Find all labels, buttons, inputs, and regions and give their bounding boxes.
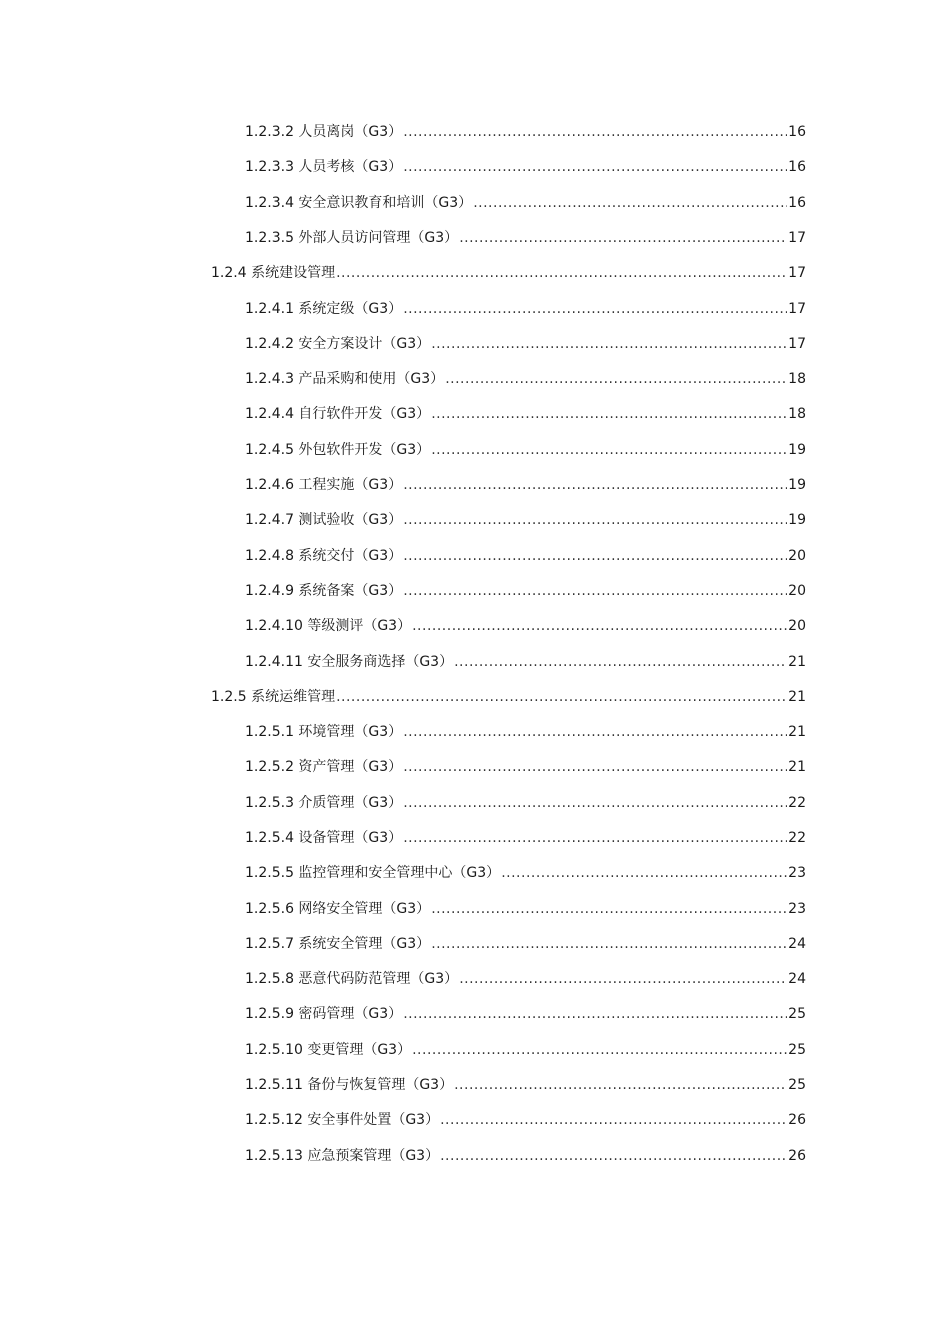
toc-dot-leader: [431, 402, 787, 426]
toc-entry-label: 1.2.4.1 系统定级（G3）: [245, 301, 403, 317]
toc-entry[interactable]: [245, 438, 806, 462]
toc-entry-label: 1.2.3.3 人员考核（G3）: [245, 159, 403, 175]
toc-page-number: 25: [788, 1077, 806, 1093]
toc-dot-leader: [431, 897, 787, 921]
toc-entry[interactable]: [245, 650, 806, 674]
toc-dot-leader: [501, 861, 787, 885]
toc-dot-leader: [431, 932, 787, 956]
toc-dot-leader: [403, 297, 787, 321]
toc-page-number: 18: [788, 371, 806, 387]
toc-dot-leader: [431, 332, 787, 356]
toc-entry[interactable]: [245, 861, 806, 885]
toc-entry[interactable]: [245, 1144, 806, 1168]
toc-dot-leader: [431, 438, 787, 462]
toc-page-number: 20: [788, 583, 806, 599]
toc-entry-label: 1.2.5 系统运维管理: [211, 689, 336, 705]
toc-dot-leader: [454, 650, 787, 674]
toc-dot-leader: [459, 967, 787, 991]
toc-dot-leader: [403, 579, 787, 603]
toc-page-number: 21: [788, 689, 806, 705]
toc-page-number: 17: [788, 336, 806, 352]
toc-entry[interactable]: [245, 1002, 806, 1026]
toc-entry-label: 1.2.5.8 恶意代码防范管理（G3）: [245, 971, 459, 987]
toc-page-number: 26: [788, 1148, 806, 1164]
toc-entry[interactable]: [245, 897, 806, 921]
toc-entry[interactable]: [245, 791, 806, 815]
toc-page-number: 19: [788, 442, 806, 458]
toc-entry[interactable]: [245, 1073, 806, 1097]
toc-page-number: 20: [788, 548, 806, 564]
toc-dot-leader: [473, 191, 787, 215]
toc-entry[interactable]: [245, 402, 806, 426]
toc-page-number: 21: [788, 654, 806, 670]
toc-entry[interactable]: [245, 508, 806, 532]
toc-entry[interactable]: [245, 932, 806, 956]
toc-entry-label: 1.2.4.4 自行软件开发（G3）: [245, 406, 431, 422]
toc-page-number: 22: [788, 830, 806, 846]
toc-dot-leader: [403, 791, 787, 815]
toc-entry-label: 1.2.4.8 系统交付（G3）: [245, 548, 403, 564]
toc-entry-label: 1.2.4.10 等级测评（G3）: [245, 618, 412, 634]
toc-dot-leader: [403, 155, 787, 179]
toc-entry[interactable]: [245, 297, 806, 321]
toc-entry-label: 1.2.4.7 测试验收（G3）: [245, 512, 403, 528]
toc-page-number: 24: [788, 971, 806, 987]
toc-entry[interactable]: [245, 332, 806, 356]
toc-entry[interactable]: [245, 1038, 806, 1062]
toc-page-number: 23: [788, 865, 806, 881]
toc-entry-label: 1.2.4.6 工程实施（G3）: [245, 477, 403, 493]
toc-page-number: 24: [788, 936, 806, 952]
toc-entry-label: 1.2.5.2 资产管理（G3）: [245, 759, 403, 775]
toc-entry[interactable]: [245, 155, 806, 179]
toc-entry[interactable]: [211, 261, 806, 285]
toc-entry-label: 1.2.5.10 变更管理（G3）: [245, 1042, 412, 1058]
toc-page-number: 17: [788, 230, 806, 246]
toc-page-number: 20: [788, 618, 806, 634]
toc-dot-leader: [412, 614, 787, 638]
toc-entry-label: 1.2.5.6 网络安全管理（G3）: [245, 901, 431, 917]
toc-entry[interactable]: [245, 226, 806, 250]
toc-dot-leader: [412, 1038, 787, 1062]
toc-dot-leader: [403, 1002, 787, 1026]
toc-dot-leader: [403, 473, 787, 497]
toc-page-number: 25: [788, 1006, 806, 1022]
toc-entry[interactable]: [245, 473, 806, 497]
toc-dot-leader: [403, 120, 787, 144]
toc-entry-label: 1.2.4.2 安全方案设计（G3）: [245, 336, 431, 352]
toc-dot-leader: [403, 508, 787, 532]
toc-entry[interactable]: [245, 614, 806, 638]
toc-page-number: 26: [788, 1112, 806, 1128]
toc-entry-label: 1.2.5.5 监控管理和安全管理中心（G3）: [245, 865, 501, 881]
toc-page-number: 16: [788, 195, 806, 211]
toc-page-number: 23: [788, 901, 806, 917]
toc-dot-leader: [403, 755, 787, 779]
toc-dot-leader: [403, 826, 787, 850]
toc-entry-label: 1.2.4.9 系统备案（G3）: [245, 583, 403, 599]
toc-entry-label: 1.2.4.3 产品采购和使用（G3）: [245, 371, 445, 387]
toc-page-number: 21: [788, 759, 806, 775]
toc-entry-label: 1.2.4.11 安全服务商选择（G3）: [245, 654, 454, 670]
toc-page-number: 22: [788, 795, 806, 811]
toc-entry-label: 1.2.3.5 外部人员访问管理（G3）: [245, 230, 459, 246]
toc-page-number: 16: [788, 124, 806, 140]
toc-dot-leader: [459, 226, 787, 250]
toc-dot-leader: [403, 720, 787, 744]
toc-entry-label: 1.2.5.1 环境管理（G3）: [245, 724, 403, 740]
toc-entry[interactable]: [211, 685, 806, 709]
toc-dot-leader: [440, 1144, 787, 1168]
toc-entry[interactable]: [245, 720, 806, 744]
toc-entry[interactable]: [245, 1108, 806, 1132]
toc-entry-label: 1.2.3.4 安全意识教育和培训（G3）: [245, 195, 473, 211]
toc-page-number: 17: [788, 265, 806, 281]
toc-dot-leader: [454, 1073, 787, 1097]
toc-entry[interactable]: [245, 544, 806, 568]
toc-entry[interactable]: [245, 367, 806, 391]
toc-dot-leader: [336, 261, 787, 285]
toc-entry-label: 1.2.5.4 设备管理（G3）: [245, 830, 403, 846]
toc-entry-label: 1.2.5.13 应急预案管理（G3）: [245, 1148, 440, 1164]
toc-entry[interactable]: [245, 120, 806, 144]
toc-page-number: 17: [788, 301, 806, 317]
toc-entry-label: 1.2.5.12 安全事件处置（G3）: [245, 1112, 440, 1128]
toc-entry-label: 1.2.5.11 备份与恢复管理（G3）: [245, 1077, 454, 1093]
toc-page-number: 19: [788, 477, 806, 493]
toc-entry[interactable]: [245, 967, 806, 991]
toc-entry-label: 1.2.4 系统建设管理: [211, 265, 336, 281]
toc-page-number: 19: [788, 512, 806, 528]
toc-dot-leader: [445, 367, 787, 391]
toc-entry-label: 1.2.3.2 人员离岗（G3）: [245, 124, 403, 140]
toc-entry-label: 1.2.5.9 密码管理（G3）: [245, 1006, 403, 1022]
toc-entry-label: 1.2.4.5 外包软件开发（G3）: [245, 442, 431, 458]
toc-entry-label: 1.2.5.7 系统安全管理（G3）: [245, 936, 431, 952]
toc-entry[interactable]: [245, 755, 806, 779]
toc-page-number: 21: [788, 724, 806, 740]
toc-dot-leader: [440, 1108, 787, 1132]
toc-entry-label: 1.2.5.3 介质管理（G3）: [245, 795, 403, 811]
toc-page-number: 16: [788, 159, 806, 175]
toc-dot-leader: [403, 544, 787, 568]
toc-entry[interactable]: [245, 579, 806, 603]
toc-dot-leader: [336, 685, 787, 709]
toc-page-number: 18: [788, 406, 806, 422]
toc-page-number: 25: [788, 1042, 806, 1058]
toc-entry[interactable]: [245, 826, 806, 850]
toc-entry[interactable]: [245, 191, 806, 215]
